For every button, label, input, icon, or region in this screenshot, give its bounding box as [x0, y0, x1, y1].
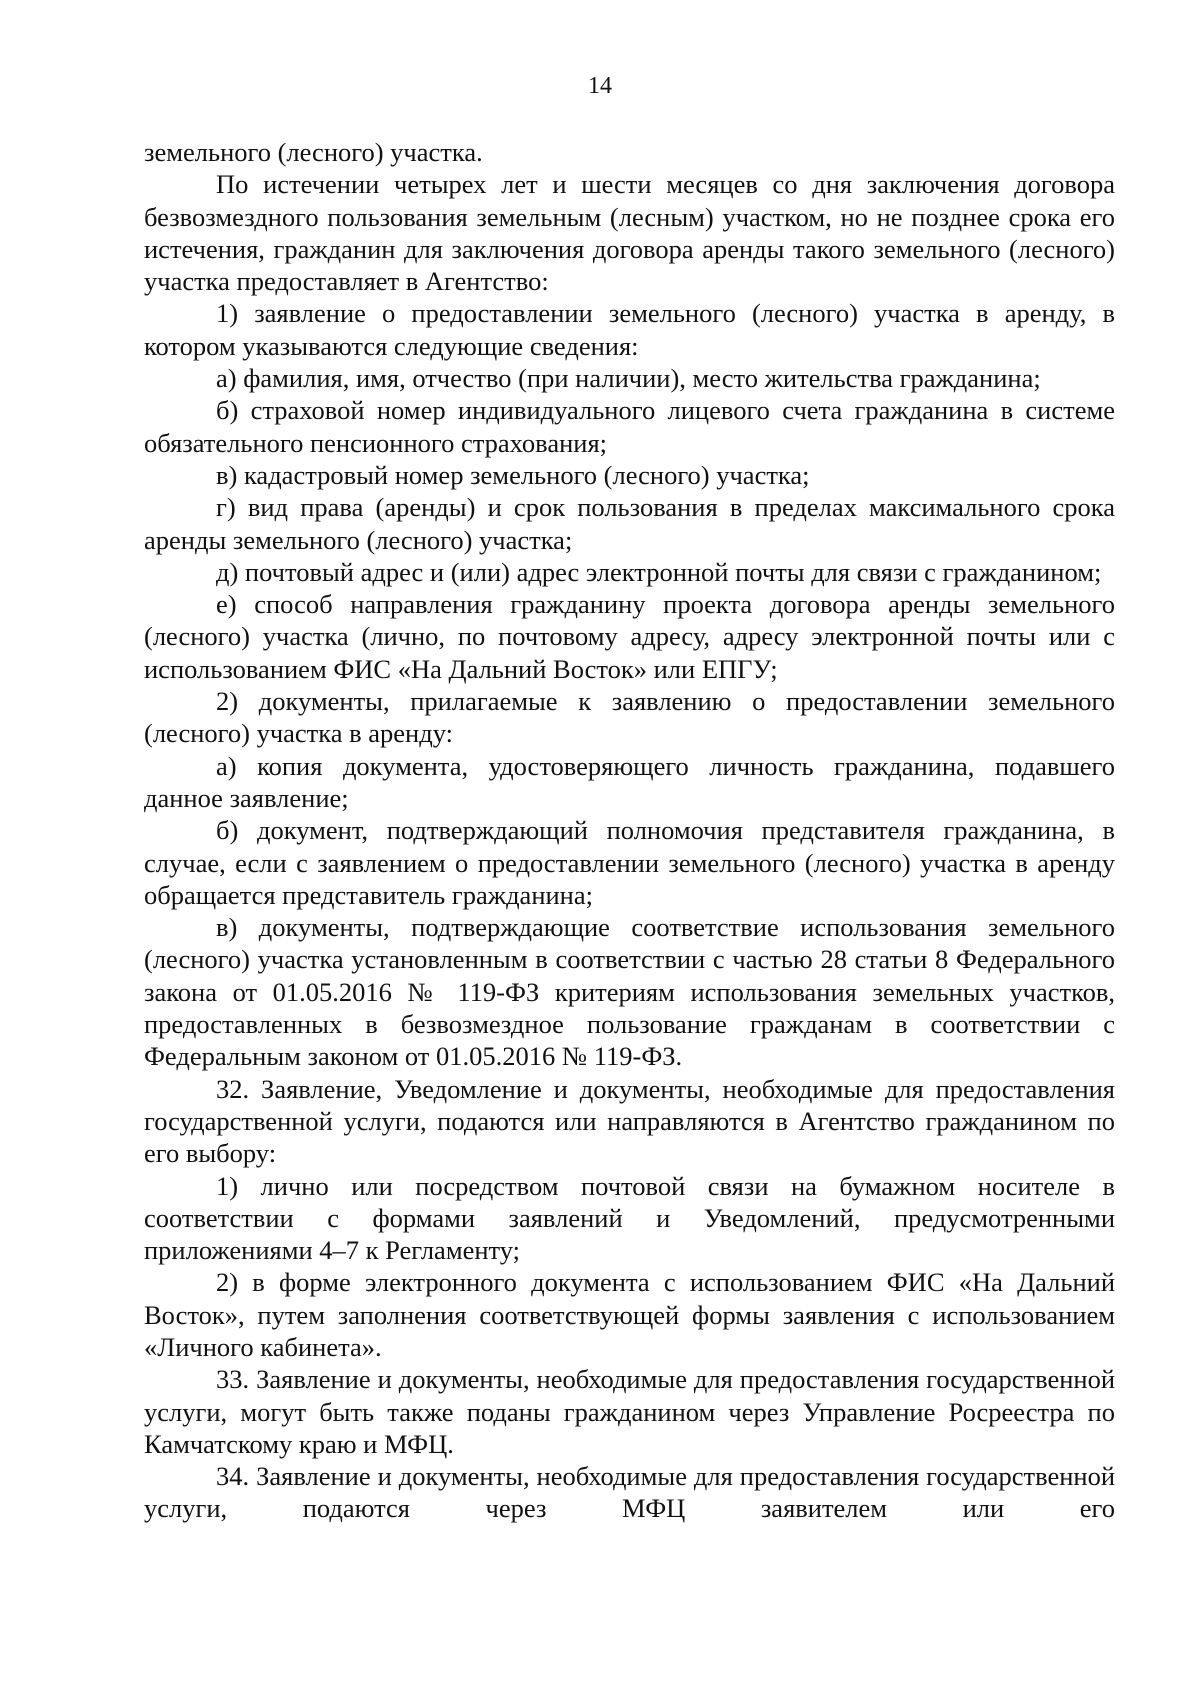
paragraph-14: 32. Заявление, Уведомление и документы, необходимые для предоставления государственной услуги, подаются или направляются в Агентство гражданином по его выбору: — [144, 1073, 1115, 1169]
paragraph-10: 2) документы, прилагаемые к заявлению о предоставлении земельного (лесного) участка в аренду: — [144, 686, 1115, 749]
paragraph-2: По истечении четырех лет и шести месяцев со дня заключения договора безвозмездного пользования земельным (лесным) участком, но не позднее срока его истечения, гражданин для заключения договора аренды такого земельного (лесного) участка предоставляет в Агентство: — [144, 169, 1115, 297]
paragraph-18: 34. Заявление и документы, необходимые для предоставления государственной услуги, подаются через МФЦ заявителем или его — [144, 1461, 1115, 1524]
paragraph-3: 1) заявление о предоставлении земельного (лесного) участка в аренду, в котором указываются следующие сведения: — [144, 298, 1115, 361]
paragraph-13: в) документы, подтверждающие соответствие использования земельного (лесного) участка установленным в соответствии с частью 28 статьи 8 Федерального закона от 01.05.2016 № 119-ФЗ критериям использования земельных участков, предоставленных в безвозмездное пользование гражданам в соответствии с Федеральным законом от 01.05.2016 № 119-ФЗ. — [144, 912, 1115, 1072]
paragraph-12: б) документ, подтверждающий полномочия представителя гражданина, в случае, если с заявлением о предоставлении земельного (лесного) участка в аренду обращается представитель гражданина; — [144, 815, 1115, 910]
page-number: 14 — [588, 73, 612, 99]
paragraph-16: 2) в форме электронного документа с использованием ФИС «На Дальний Восток», путем заполнения соответствующей формы заявления с использованием «Личного кабинета». — [144, 1267, 1115, 1362]
paragraph-9: е) способ направления гражданину проекта договора аренды земельного (лесного) участка (лично, по почтовому адресу, адресу электронной почты или с использованием ФИС «На Дальний Восток» или ЕПГУ; — [144, 589, 1115, 684]
paragraph-8: д) почтовый адрес и (или) адрес электронной почты для связи с гражданином; — [216, 556, 1102, 587]
paragraph-5: б) страховой номер индивидуального лицевого счета гражданина в системе обязательного пенсионного страхования; — [144, 395, 1115, 458]
paragraph-1: земельного (лесного) участка. — [144, 137, 483, 167]
paragraph-15: 1) лично или посредством почтовой связи на бумажном носителе в соответствии с формами заявлений и Уведомлений, предусмотренными приложениями 4–7 к Регламенту; — [144, 1170, 1115, 1266]
paragraph-17: 33. Заявление и документы, необходимые для предоставления государственной услуги, могут быть также поданы гражданином через Управление Росреестра по Камчатскому краю и МФЦ. — [144, 1364, 1115, 1459]
paragraph-6: в) кадастровый номер земельного (лесного) участка; — [216, 459, 810, 490]
paragraph-4: а) фамилия, имя, отчество (при наличии), место жительства гражданина; — [216, 363, 1041, 394]
paragraph-7: г) вид права (аренды) и срок пользования в пределах максимального срока аренды земельного (лесного) участка; — [144, 492, 1115, 555]
document-body — [144, 136, 1115, 1525]
paragraph-11: а) копия документа, удостоверяющего личность гражданина, подавшего данное заявление; — [144, 750, 1115, 813]
